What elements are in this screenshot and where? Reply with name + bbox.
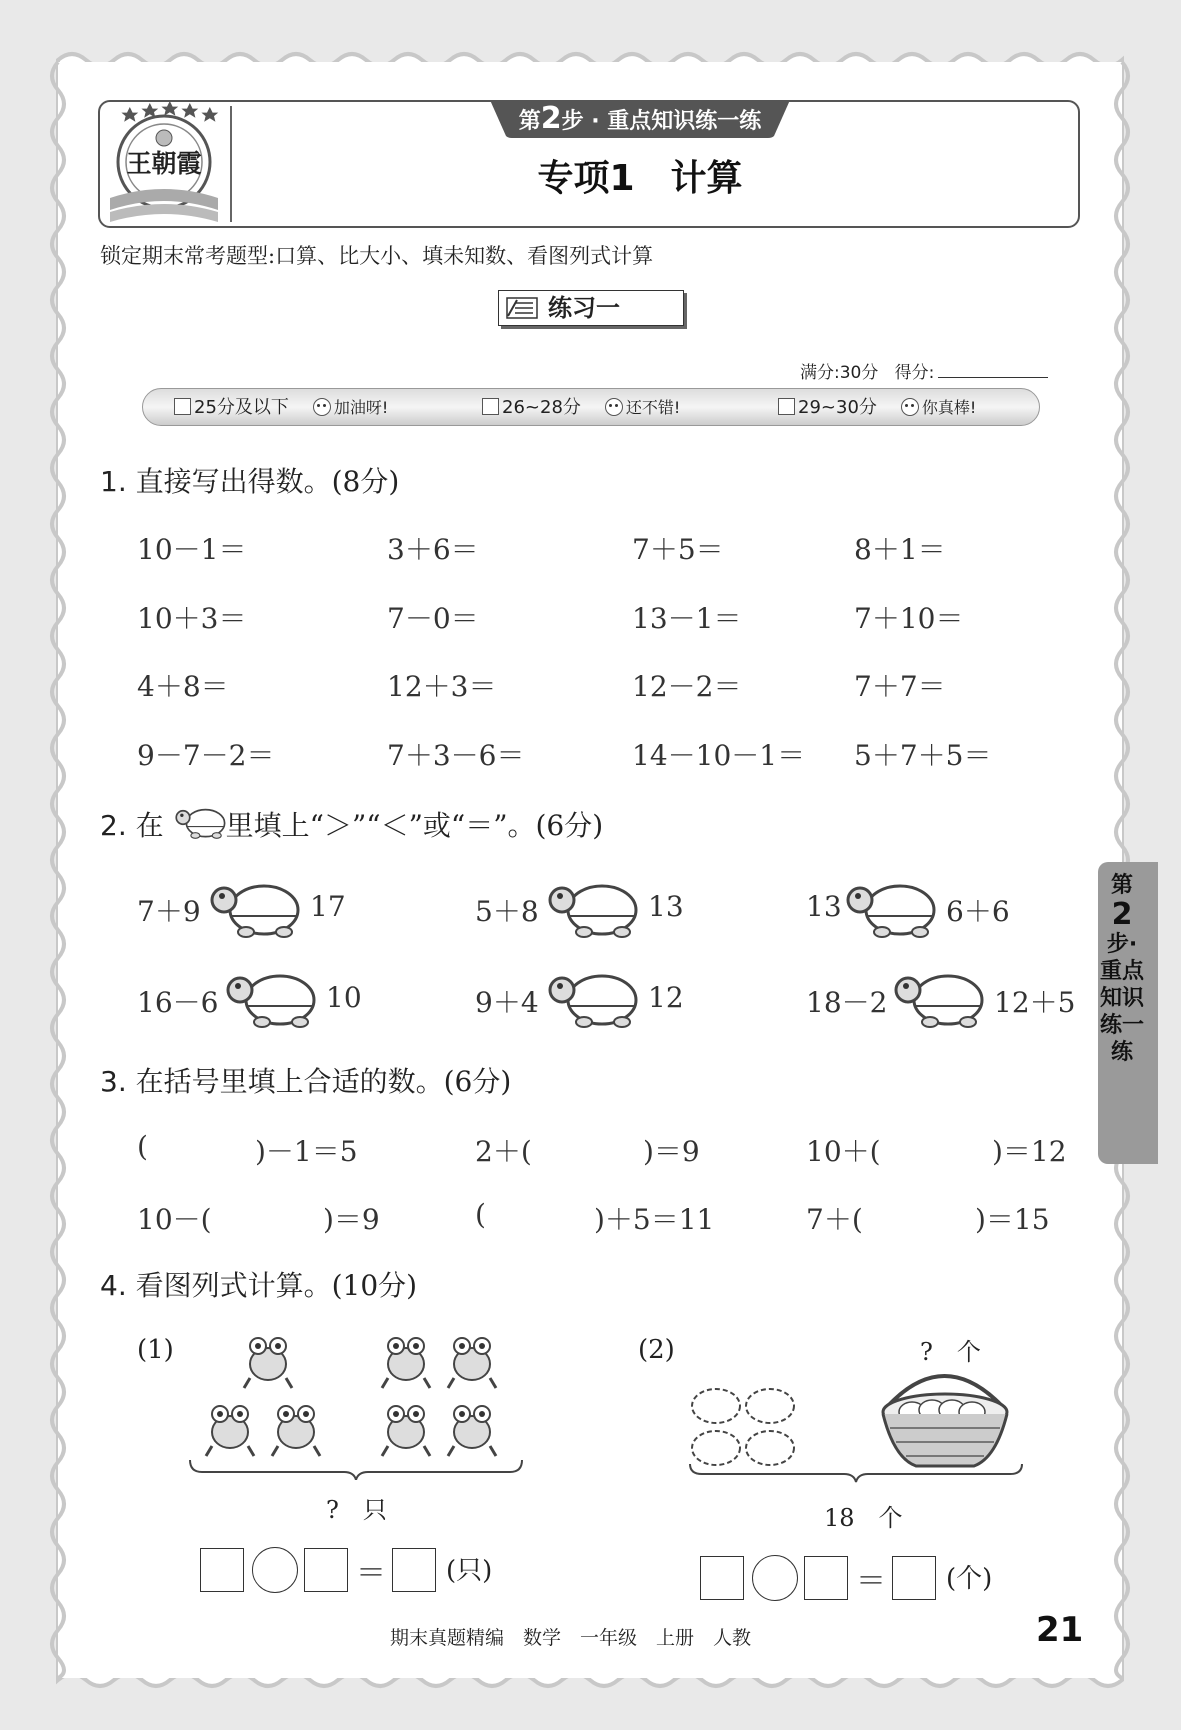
question-2-title: 2. 在 里填上“＞”“＜”或“＝”。(6分) <box>100 809 604 842</box>
answer-box[interactable] <box>804 1556 848 1600</box>
q1-expression: 13－1＝ <box>632 602 742 635</box>
q3-blank-close: )＋5＝11 <box>594 1203 715 1236</box>
rating-message: 加油呀! <box>333 398 389 417</box>
turtle-comparison-slot[interactable] <box>206 876 306 940</box>
score-got-label: 得分: <box>894 363 935 383</box>
turtle-comparison-slot[interactable] <box>890 966 990 1030</box>
q1-expression: 5＋7＋5＝ <box>854 739 992 772</box>
score-line <box>800 358 1048 383</box>
eggs-basket-illustration <box>686 1366 1026 1486</box>
smiley-face-icon <box>605 398 623 416</box>
rating-range: 25分及以下 <box>194 397 289 418</box>
rating-checkbox[interactable] <box>482 398 499 415</box>
q2-left-expression: 5＋8 <box>475 895 539 928</box>
q2-right-expression: 10 <box>326 981 362 1014</box>
subtitle-text: 锁定期末常考题型:口算、比大小、填未知数、看图列式计算 <box>100 244 654 268</box>
answer-box[interactable] <box>700 1556 744 1600</box>
rating-option-low <box>174 395 388 421</box>
exercise-title: 练习一 <box>548 294 620 322</box>
q1-expression: 7＋3－6＝ <box>387 739 525 772</box>
rating-option-mid <box>482 395 680 421</box>
logo-divider <box>230 106 232 222</box>
q1-expression: 9－7－2＝ <box>137 739 275 772</box>
turtle-comparison-slot[interactable] <box>222 966 322 1030</box>
q2-right-expression: 12 <box>648 981 684 1014</box>
turtle-comparison-slot[interactable] <box>842 876 942 940</box>
q3-blank-open: 10－( <box>137 1203 212 1236</box>
section-title: 专项1 计算 <box>537 158 743 199</box>
q2-left-expression: 13 <box>806 890 842 923</box>
page-number: 21 <box>1036 1610 1084 1650</box>
q4-part2-top-label: ? 个 <box>920 1338 981 1366</box>
egg-icon <box>692 1389 794 1465</box>
svg-text:王朝霞: 王朝霞 <box>126 149 202 178</box>
q1-expression: 10－1＝ <box>137 533 247 566</box>
q2-left-expression: 9＋4 <box>475 986 539 1019</box>
smiley-face-icon <box>901 398 919 416</box>
q1-expression: 7＋5＝ <box>632 533 724 566</box>
brand-logo <box>98 100 230 228</box>
q3-blank-close: )＝9 <box>323 1203 380 1236</box>
q1-expression: 12－2＝ <box>632 670 742 703</box>
q3-blank-close: )＝9 <box>643 1135 700 1168</box>
unit-label: (只) <box>446 1556 493 1586</box>
q3-blank-close: )＝15 <box>975 1203 1050 1236</box>
q2-left-expression: 16－6 <box>137 986 219 1019</box>
equals-sign: ＝ <box>356 1556 386 1591</box>
notebook-icon <box>505 296 539 320</box>
q1-expression: 14－10－1＝ <box>632 739 806 772</box>
q2-right-expression: 12＋5 <box>994 986 1076 1019</box>
equals-sign: ＝ <box>856 1564 886 1599</box>
frog-icon <box>206 1338 496 1456</box>
q3-blank-open: 10＋( <box>806 1135 881 1168</box>
q4-part2-brace-label: 18 个 <box>824 1504 903 1532</box>
q1-expression: 7＋7＝ <box>854 670 946 703</box>
rating-option-high <box>778 395 976 421</box>
q1-expression: 12＋3＝ <box>387 670 497 703</box>
footer-book-info: 期末真题精编 数学 一年级 上册 人教 <box>390 1627 752 1649</box>
rating-message: 你真棒! <box>921 398 977 417</box>
q3-blank-open: 7＋( <box>806 1203 863 1236</box>
q3-blank-close: )＝12 <box>992 1135 1067 1168</box>
rating-checkbox[interactable] <box>174 398 191 415</box>
turtle-comparison-slot[interactable] <box>544 966 644 1030</box>
operator-circle[interactable] <box>252 1547 298 1593</box>
answer-box[interactable] <box>200 1548 244 1592</box>
q2-right-expression: 13 <box>648 890 684 923</box>
q3-blank-open: 2＋( <box>475 1135 532 1168</box>
q3-blank-open: ( <box>475 1198 486 1231</box>
rating-range: 26~28分 <box>502 397 581 418</box>
q2-left-expression: 7＋9 <box>137 895 201 928</box>
q1-expression: 7＋10＝ <box>854 602 964 635</box>
q3-blank-open: ( <box>137 1130 148 1163</box>
q1-expression: 10＋3＝ <box>137 602 247 635</box>
basket-icon <box>883 1376 1007 1466</box>
score-input-line[interactable] <box>938 362 1048 378</box>
side-chapter-label: 第 2 步·重点知识练一练 <box>1099 873 1144 1065</box>
frogs-illustration <box>186 1330 526 1480</box>
q2-right-expression: 6＋6 <box>946 895 1010 928</box>
q1-expression: 8＋1＝ <box>854 533 946 566</box>
q4-part1-label: (1) <box>137 1335 174 1365</box>
operator-circle[interactable] <box>752 1555 798 1601</box>
q2-left-expression: 18－2 <box>806 986 888 1019</box>
q1-expression: 7－0＝ <box>387 602 479 635</box>
q3-blank-close: )－1＝5 <box>255 1135 358 1168</box>
rating-range: 29~30分 <box>798 397 877 418</box>
smiley-face-icon <box>313 398 331 416</box>
question-3-title: 3. 在括号里填上合适的数。(6分) <box>100 1065 512 1098</box>
answer-box[interactable] <box>304 1548 348 1592</box>
question-4-title: 4. 看图列式计算。(10分) <box>100 1269 418 1302</box>
unit-label: (个) <box>946 1564 993 1594</box>
question-1-title: 1. 直接写出得数。(8分) <box>100 465 400 498</box>
full-score-label: 满分:30分 <box>800 363 879 383</box>
rating-checkbox[interactable] <box>778 398 795 415</box>
rating-message: 还不错! <box>625 398 681 417</box>
q4-part1-brace-label: ? 只 <box>326 1496 387 1524</box>
turtle-icon <box>172 804 230 840</box>
q4-part2-label: (2) <box>638 1335 675 1365</box>
q1-expression: 3＋6＝ <box>387 533 479 566</box>
q2-right-expression: 17 <box>310 890 346 923</box>
q1-expression: 4＋8＝ <box>137 670 229 703</box>
answer-box[interactable] <box>392 1548 436 1592</box>
step-tab-label: 第2步 · 重点知识练一练 <box>518 101 762 136</box>
turtle-comparison-slot[interactable] <box>544 876 644 940</box>
answer-box[interactable] <box>892 1556 936 1600</box>
